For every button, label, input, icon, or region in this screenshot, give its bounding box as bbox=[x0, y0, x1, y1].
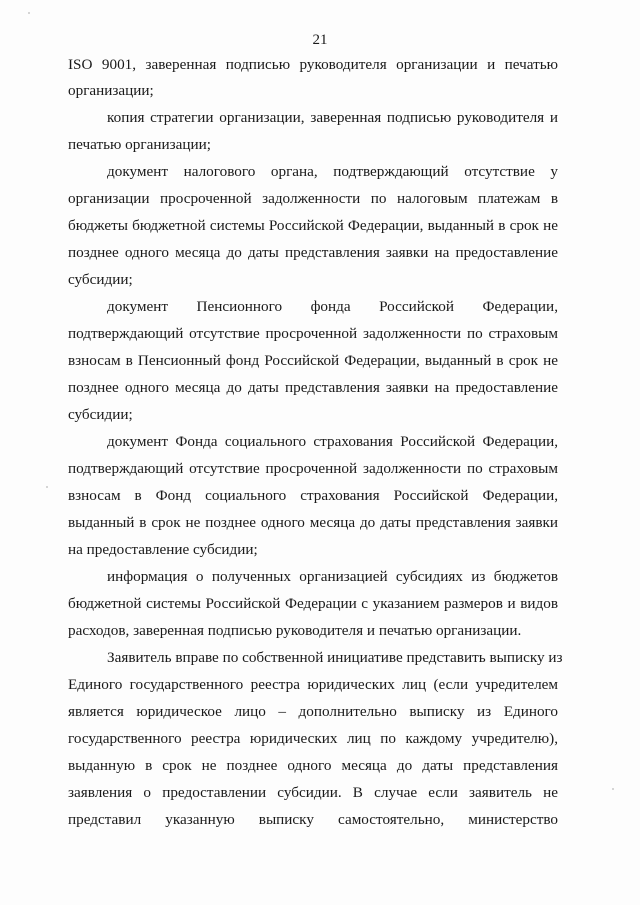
text-line: организации; bbox=[68, 82, 154, 99]
text-line: позднее одного месяца до даты представления заявки на предоставление bbox=[68, 244, 558, 261]
text-line: бюджеты бюджетной системы Российской Федерации, выданный в срок не bbox=[68, 217, 558, 234]
text-line: представил указанную выписку самостоятельно, министерство bbox=[68, 811, 558, 828]
text-line: Единого государственного реестра юридических лиц (если учредителем bbox=[68, 676, 558, 693]
text-line: документ Пенсионного фонда Российской Федерации, bbox=[107, 298, 558, 315]
text-line: выданный в срок не позднее одного месяца до даты представления заявки bbox=[68, 514, 558, 531]
text-line: позднее одного месяца до даты представления заявки на предоставление bbox=[68, 379, 558, 396]
text-line: выданную в срок не позднее одного месяца до даты представления bbox=[68, 757, 558, 774]
text-line: субсидии; bbox=[68, 406, 133, 423]
text-line: взносам в Фонд социального страхования Российской Федерации, bbox=[68, 487, 558, 504]
text-line: Заявитель вправе по собственной инициативе представить выписку из bbox=[107, 649, 563, 666]
text-line: взносам в Пенсионный фонд Российской Федерации, выданный в срок не bbox=[68, 352, 558, 369]
scan-speck bbox=[612, 788, 614, 790]
text-line: организации просроченной задолженности по налоговым платежам в bbox=[68, 190, 558, 207]
text-line: на предоставление субсидии; bbox=[68, 541, 258, 558]
text-line: является юридическое лицо – дополнительно выписку из Единого bbox=[68, 703, 558, 720]
text-line: информация о полученных организацией субсидиях из бюджетов bbox=[107, 568, 558, 585]
text-line: печатью организации; bbox=[68, 136, 211, 153]
text-line: государственного реестра юридических лиц по каждому учредителю), bbox=[68, 730, 558, 747]
scan-speck bbox=[46, 486, 48, 488]
text-line: бюджетной системы Российской Федерации с указанием размеров и видов bbox=[68, 595, 558, 612]
text-line: копия стратегии организации, заверенная подписью руководителя и bbox=[107, 109, 558, 126]
scan-speck bbox=[28, 12, 30, 14]
text-line: документ Фонда социального страхования Российской Федерации, bbox=[107, 433, 558, 450]
text-line: субсидии; bbox=[68, 271, 133, 288]
text-line: подтверждающий отсутствие просроченной задолженности по страховым bbox=[68, 460, 558, 477]
text-line: ISO 9001, заверенная подписью руководителя организации и печатью bbox=[68, 56, 558, 73]
text-line: подтверждающий отсутствие просроченной задолженности по страховым bbox=[68, 325, 558, 342]
text-line: расходов, заверенная подписью руководителя и печатью организации. bbox=[68, 622, 522, 639]
text-line: документ налогового органа, подтверждающий отсутствие у bbox=[107, 163, 558, 180]
text-line: заявления о предоставлении субсидии. В случае если заявитель не bbox=[68, 784, 558, 801]
page-number: 21 bbox=[312, 32, 328, 48]
